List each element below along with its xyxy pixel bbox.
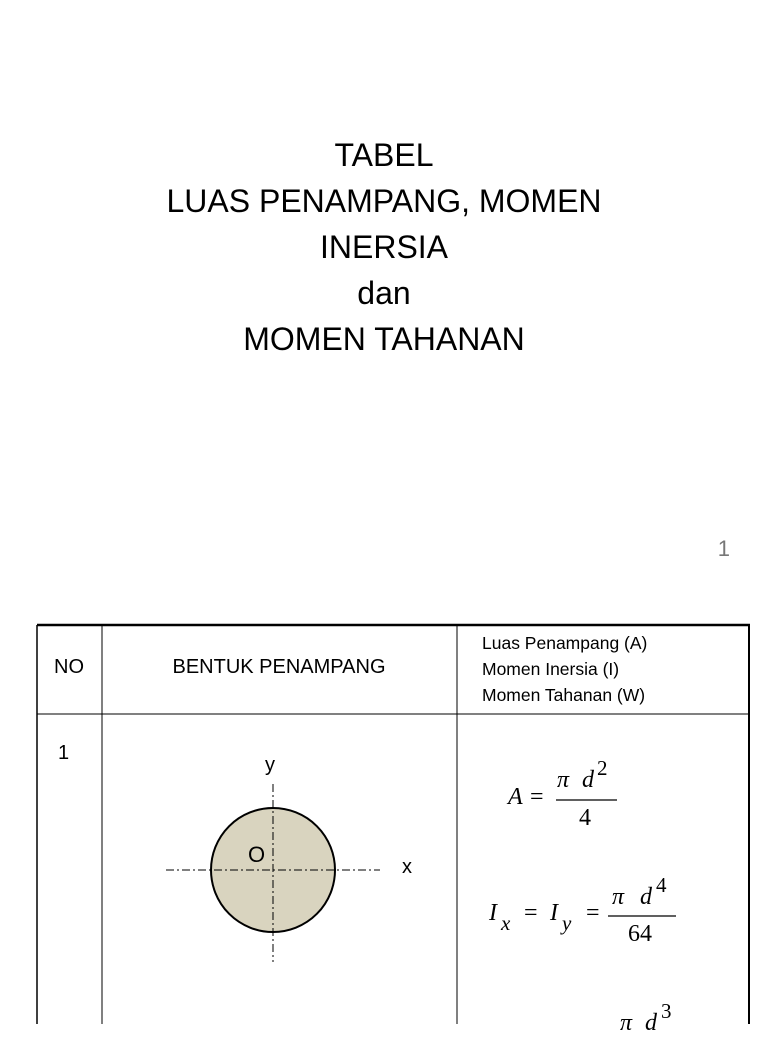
header-inertia: Momen Inersia (I) xyxy=(482,659,620,679)
page-number: 1 xyxy=(717,536,730,561)
table-grid xyxy=(0,622,768,1024)
origin-label: O xyxy=(248,842,266,867)
x-axis-label: x xyxy=(402,856,412,878)
header-area: Luas Penampang (A) xyxy=(482,633,648,653)
header-modulus: Momen Tahanan (W) xyxy=(482,685,646,705)
title-line-1: TABEL xyxy=(334,137,434,173)
header-shape: BENTUK PENAMPANG xyxy=(172,656,386,678)
section-table: NO BENTUK PENAMPANG Luas Penampang (A) Momen Inersia (I) Momen Tahanan (W) 1 y x O A = π d 2 4 I x = I y = π d 4 64 π d 3 xyxy=(0,622,768,1024)
title-line-5: MOMEN TAHANAN xyxy=(243,321,525,357)
title-line-2: LUAS PENAMPANG, MOMEN xyxy=(166,183,602,219)
y-axis-label: y xyxy=(265,754,275,776)
title-line-4: dan xyxy=(357,275,411,311)
row-number: 1 xyxy=(58,742,70,764)
header-properties xyxy=(482,630,647,708)
title-line-3: INERSIA xyxy=(319,229,449,265)
header-no: NO xyxy=(54,656,84,678)
slide-title xyxy=(0,132,768,362)
